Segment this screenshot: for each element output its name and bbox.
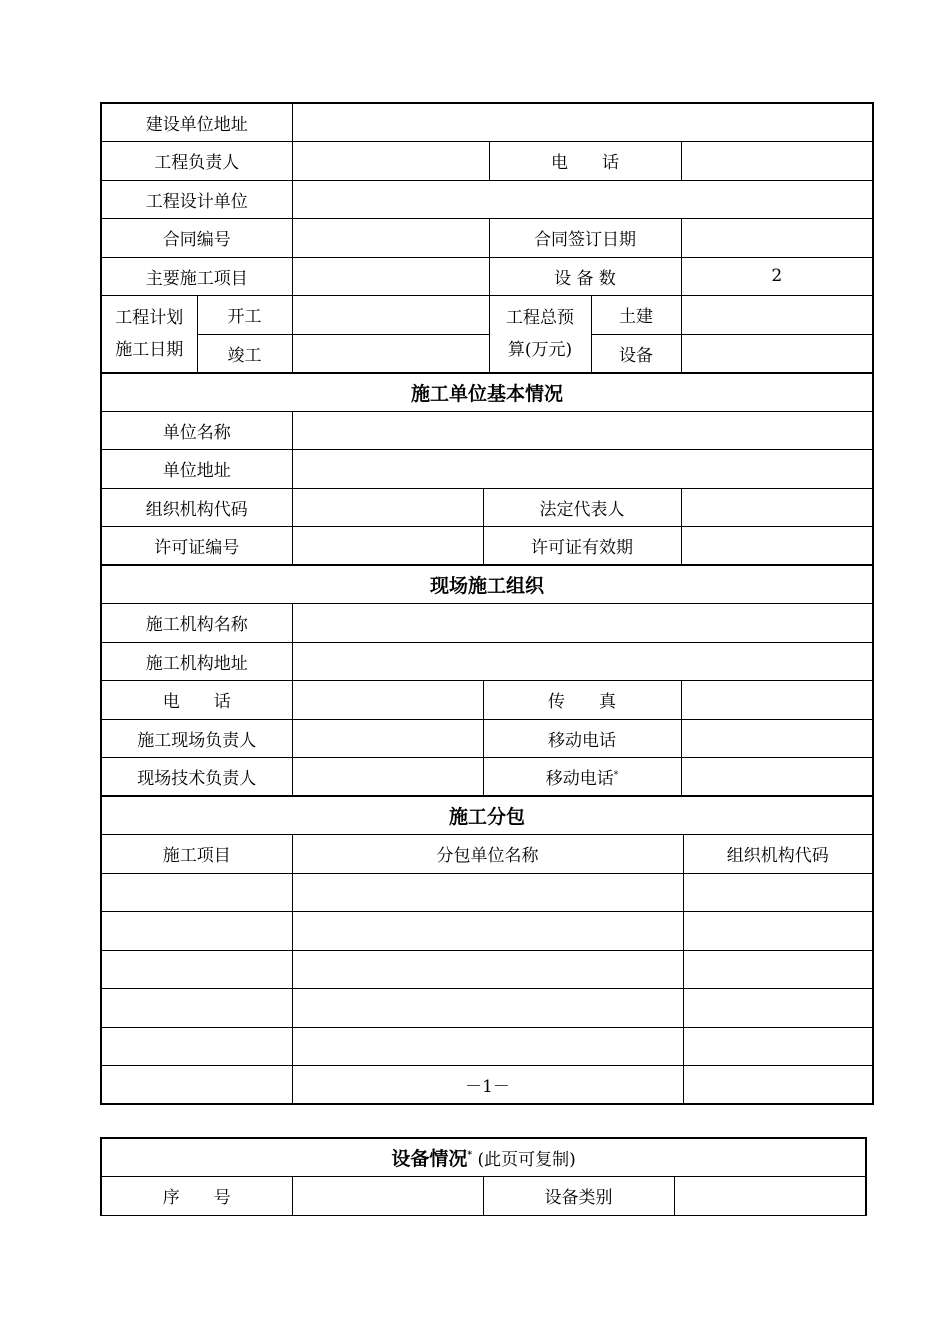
budget-label — [489, 296, 591, 373]
asterisk-mark: * — [613, 770, 619, 781]
equipment-budget-label: 设备 — [591, 334, 681, 373]
site-phone-label: 电 话 — [101, 681, 292, 720]
equipment-type-field[interactable] — [674, 1177, 866, 1216]
table-row — [101, 1027, 873, 1066]
phone-field[interactable] — [681, 142, 873, 181]
builder-address-field[interactable] — [292, 103, 873, 142]
license-number-field[interactable] — [292, 527, 483, 566]
license-valid-field[interactable] — [681, 527, 873, 566]
tech-manager-mobile-field[interactable] — [681, 758, 873, 797]
sub-code-field[interactable] — [683, 912, 873, 951]
tech-manager-label: 现场技术负责人 — [101, 758, 292, 797]
plan-dates-label — [101, 296, 197, 373]
equipment-count-field[interactable]: 2 — [681, 257, 873, 296]
unit-name-label: 单位名称 — [101, 411, 292, 450]
sub-name-field[interactable] — [292, 1027, 683, 1066]
asterisk-mark: * — [467, 1150, 473, 1161]
equipment-section-title — [101, 1138, 866, 1177]
design-unit-field[interactable] — [292, 180, 873, 219]
col-header-code: 组织机构代码 — [683, 835, 873, 874]
start-date-field[interactable] — [292, 296, 489, 335]
sub-item-field[interactable] — [101, 950, 292, 989]
org-code-field[interactable] — [292, 488, 483, 527]
sub-name-field[interactable] — [292, 873, 683, 912]
builder-address-label: 建设单位地址 — [101, 103, 292, 142]
end-date-field[interactable] — [292, 334, 489, 373]
equipment-title-text: 设备情况 — [391, 1148, 468, 1170]
table-row — [101, 912, 873, 951]
contractor-section-title: 施工单位基本情况 — [101, 373, 873, 412]
unit-address-field[interactable] — [292, 450, 873, 489]
site-section-title: 现场施工组织 — [101, 565, 873, 604]
sub-item-field[interactable] — [101, 989, 292, 1028]
legal-rep-label: 法定代表人 — [483, 488, 681, 527]
table-row — [101, 989, 873, 1028]
project-manager-field[interactable] — [292, 142, 489, 181]
org-address-label: 施工机构地址 — [101, 642, 292, 681]
tech-manager-field[interactable] — [292, 758, 483, 797]
sub-item-field[interactable] — [101, 912, 292, 951]
plan-label-line1: 工程计划 — [115, 307, 184, 328]
fax-label: 传 真 — [483, 681, 681, 720]
main-items-label: 主要施工项目 — [101, 257, 292, 296]
budget-label-line1: 工程总预 — [506, 307, 574, 328]
equipment-count-label: 设 备 数 — [489, 257, 681, 296]
site-manager-field[interactable] — [292, 719, 483, 758]
sub-name-field[interactable] — [292, 950, 683, 989]
equipment-type-label: 设备类别 — [483, 1177, 674, 1216]
site-manager-mobile-label: 移动电话 — [483, 719, 681, 758]
subcontract-section-title: 施工分包 — [101, 796, 873, 835]
org-name-label: 施工机构名称 — [101, 604, 292, 643]
design-unit-label: 工程设计单位 — [101, 180, 292, 219]
sequence-field[interactable] — [292, 1177, 483, 1216]
col-header-name: 分包单位名称 — [292, 835, 683, 874]
site-manager-mobile-field[interactable] — [681, 719, 873, 758]
civil-budget-field[interactable] — [681, 296, 873, 335]
col-header-item: 施工项目 — [101, 835, 292, 874]
org-address-field[interactable] — [292, 642, 873, 681]
contract-number-label: 合同编号 — [101, 219, 292, 258]
contract-number-field[interactable] — [292, 219, 489, 258]
equipment-budget-field[interactable] — [681, 334, 873, 373]
license-number-label: 许可证编号 — [101, 527, 292, 566]
sub-code-field[interactable] — [683, 1027, 873, 1066]
sub-name-field[interactable] — [292, 989, 683, 1028]
budget-label-line2: 算(万元) — [507, 339, 573, 360]
table-row — [101, 873, 873, 912]
site-manager-label: 施工现场负责人 — [101, 719, 292, 758]
table-row — [101, 1066, 873, 1105]
contract-date-label: 合同签订日期 — [489, 219, 681, 258]
unit-address-label: 单位地址 — [101, 450, 292, 489]
main-items-field[interactable] — [292, 257, 489, 296]
equipment-title-note: (此页可复制) — [472, 1150, 576, 1170]
sub-code-field[interactable] — [683, 950, 873, 989]
phone-label: 电 话 — [489, 142, 681, 181]
tech-manager-mobile-label — [483, 758, 681, 797]
fax-field[interactable] — [681, 681, 873, 720]
org-name-field[interactable] — [292, 604, 873, 643]
license-valid-label: 许可证有效期 — [483, 527, 681, 566]
unit-name-field[interactable] — [292, 411, 873, 450]
org-code-label: 组织机构代码 — [101, 488, 292, 527]
project-registration-table — [100, 102, 874, 1105]
start-label: 开工 — [197, 296, 292, 335]
sub-code-field[interactable] — [683, 1066, 873, 1105]
sub-item-field[interactable] — [101, 1027, 292, 1066]
table-row — [101, 950, 873, 989]
sub-name-field[interactable] — [292, 912, 683, 951]
end-label: 竣工 — [197, 334, 292, 373]
tech-mobile-text: 移动电话 — [545, 769, 614, 789]
plan-label-line2: 施工日期 — [115, 339, 184, 360]
site-phone-field[interactable] — [292, 681, 483, 720]
sub-code-field[interactable] — [683, 873, 873, 912]
civil-label: 土建 — [591, 296, 681, 335]
project-manager-label: 工程负责人 — [101, 142, 292, 181]
sequence-label: 序 号 — [101, 1177, 292, 1216]
page-number: －1－ — [292, 1066, 683, 1105]
legal-rep-field[interactable] — [681, 488, 873, 527]
contract-date-field[interactable] — [681, 219, 873, 258]
sub-code-field[interactable] — [683, 989, 873, 1028]
sub-item-field[interactable] — [101, 1066, 292, 1105]
equipment-table — [100, 1137, 867, 1216]
sub-item-field[interactable] — [101, 873, 292, 912]
